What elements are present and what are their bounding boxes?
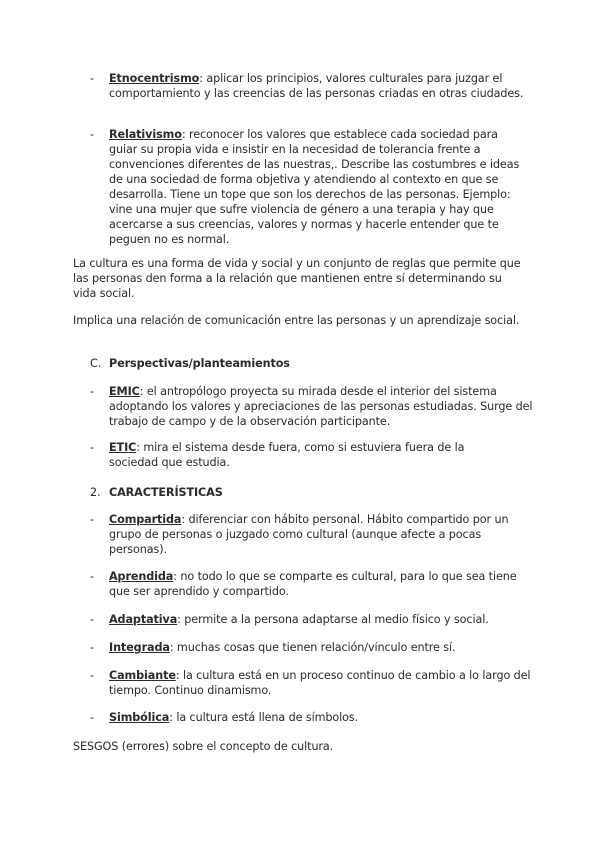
bullet-dash: - xyxy=(90,72,94,85)
definition-etnocentrismo: : aplicar los principios, valores culturales para juzgar el comportamiento y las creencias de las personas criadas en otras ciudades. xyxy=(109,72,524,100)
definition-simbolica: : la cultura está llena de símbolos. xyxy=(169,711,359,724)
list-item-etic xyxy=(90,440,509,470)
bullet-dash: - xyxy=(90,641,94,654)
bullet-dash: - xyxy=(90,513,94,526)
bullet-dash: - xyxy=(90,441,94,454)
bullet-dash: - xyxy=(90,711,94,724)
bullet-dash: - xyxy=(90,128,94,141)
term-relativismo: Relativismo xyxy=(109,128,182,141)
list-item-aprendida xyxy=(90,569,534,599)
section-title: CARACTERÍSTICAS xyxy=(109,486,223,499)
term-integrada: Integrada xyxy=(109,641,170,654)
list-item-adaptativa xyxy=(90,612,534,627)
term-etnocentrismo: Etnocentrismo xyxy=(109,72,200,85)
section-marker: C. xyxy=(90,357,102,370)
list-item-simbolica xyxy=(90,710,534,725)
list-item-relativismo xyxy=(90,127,529,247)
bullet-dash: - xyxy=(90,613,94,626)
section-marker: 2. xyxy=(90,486,101,499)
list-item-emic xyxy=(90,384,534,429)
term-emic: EMIC xyxy=(109,385,140,398)
paragraph-text: Implica una relación de comunicación entre las personas y un aprendizaje social. xyxy=(73,314,520,327)
bullet-dash: - xyxy=(90,570,94,583)
section-title: Perspectivas/planteamientos xyxy=(109,357,290,370)
definition-emic: : el antropólogo proyecta su mirada desde el interior del sistema adoptando los valores y apreciaciones de las personas estudiadas. Surge del trabajo de campo y de la observación participante. xyxy=(109,385,533,428)
bullet-dash: - xyxy=(90,669,94,682)
term-compartida: Compartida xyxy=(109,513,182,526)
list-item-compartida xyxy=(90,512,534,557)
definition-relativismo: : reconocer los valores que establece cada sociedad para guiar su propia vida e insistir en la necesidad de tolerancia frente a convenciones diferentes de las nuestras,. Describe las costumbres e ideas de una sociedad de forma objetiva y atendiendo al contexto en que se desarrolla. Tiene un tope que son los derechos de las personas. Ejemplo: vine una mujer que sufre violencia de género a una terapia y hay que acercarse a sus creencias, valores y normas y hacerle entender que te peguen no es normal. xyxy=(109,128,520,246)
definition-compartida: : diferenciar con hábito personal. Hábito compartido por un grupo de personas o juzgado como cultural (aunque afecte a pocas personas). xyxy=(109,513,509,556)
definition-integrada: : muchas cosas que tienen relación/vínculo entre sí. xyxy=(169,641,456,654)
closing-line-text: SESGOS (errores) sobre el concepto de cultura. xyxy=(73,740,334,753)
definition-adaptativa: : permite a la persona adaptarse al medio físico y social. xyxy=(177,613,489,626)
paragraph-comunicacion xyxy=(73,313,528,328)
paragraph-text: La cultura es una forma de vida y social y un conjunto de reglas que permite que las personas den forma a la relación que mantienen entre sí determinando su vida social. xyxy=(73,257,521,300)
section-heading-caracteristicas xyxy=(90,485,509,500)
paragraph-cultura xyxy=(73,256,528,301)
list-item-cambiante xyxy=(90,668,534,698)
bullet-dash: - xyxy=(90,385,94,398)
list-item-integrada xyxy=(90,640,534,655)
term-aprendida: Aprendida xyxy=(109,570,174,583)
definition-cambiante: : la cultura está en un proceso continuo de cambio a lo largo del tiempo. Continuo dinamismo. xyxy=(109,669,531,697)
closing-line-sesgos xyxy=(73,739,528,754)
definition-aprendida: : no todo lo que se comparte es cultural, para lo que sea tiene que ser aprendido y compartido. xyxy=(109,570,517,598)
term-etic: ETIC xyxy=(109,441,137,454)
term-cambiante: Cambiante xyxy=(109,669,176,682)
term-adaptativa: Adaptativa xyxy=(109,613,178,626)
definition-etic: : mira el sistema desde fuera, como si estuviera fuera de la sociedad que estudia. xyxy=(109,441,465,469)
term-simbolica: Simbólica xyxy=(109,711,170,724)
list-item-etnocentrismo xyxy=(90,71,534,101)
section-heading-perspectivas xyxy=(90,356,509,371)
